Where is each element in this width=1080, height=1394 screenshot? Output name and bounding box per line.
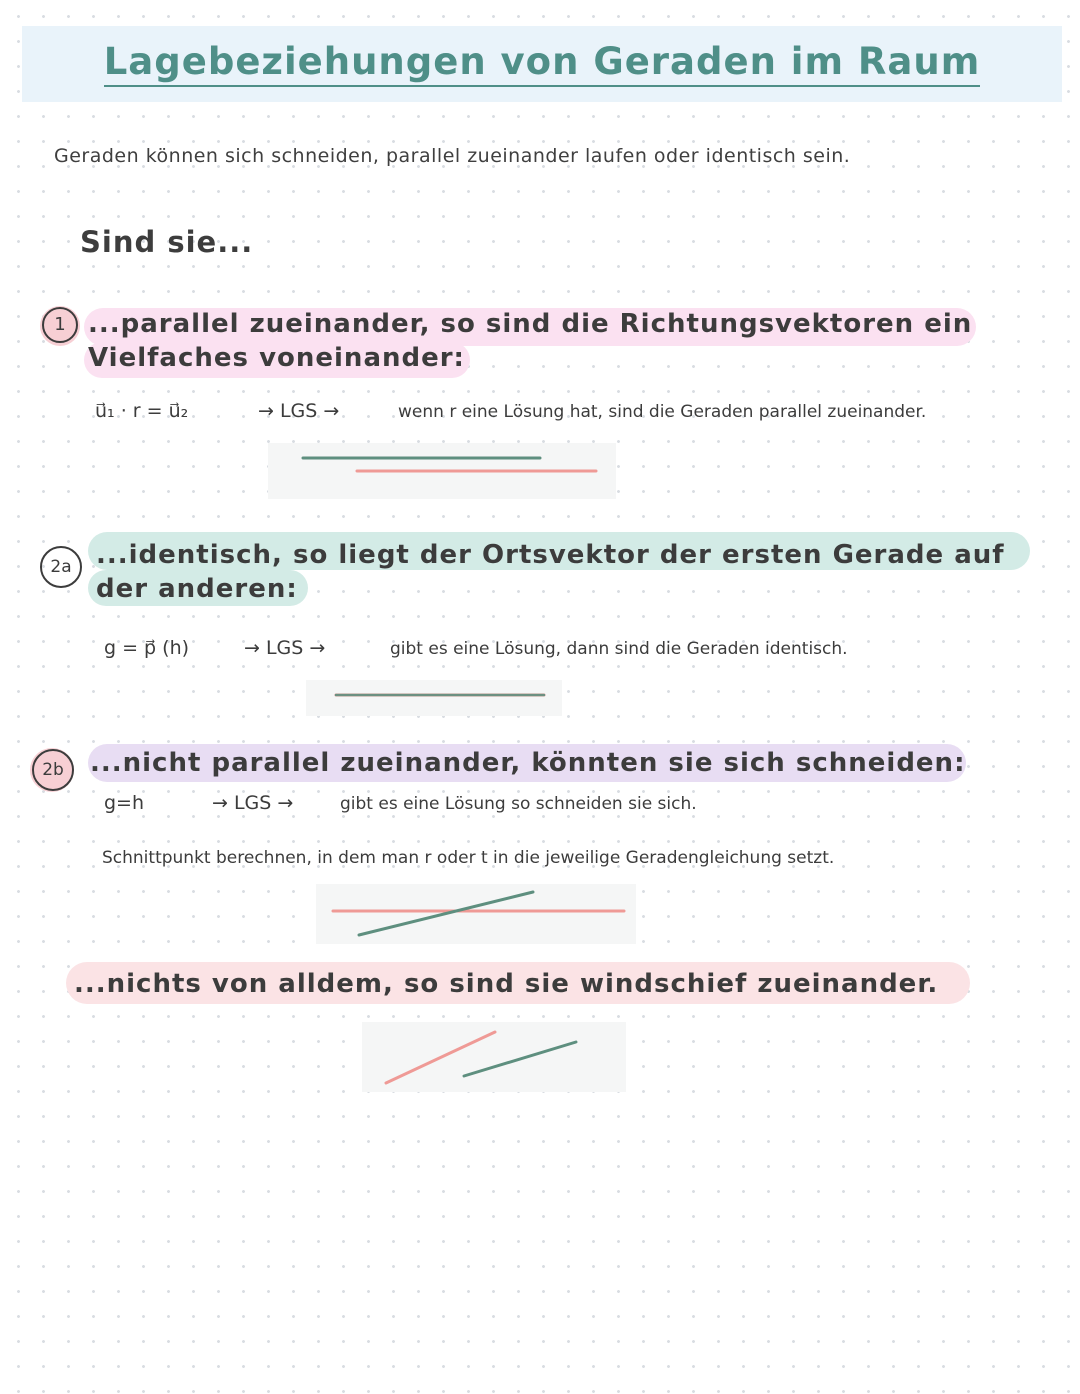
section-2b-note: gibt es eine Lösung so schneiden sie sich. [340, 794, 697, 814]
line-dark-green [464, 1042, 576, 1076]
section-number-2b: 2b [32, 749, 74, 791]
section-number-2a: 2a [40, 546, 82, 588]
intro-text: Geraden können sich schneiden, parallel zueinander laufen oder identisch sein. [54, 145, 851, 167]
section-1-heading-line2: Vielfaches voneinander: [88, 343, 465, 373]
section-2b-formula: g=h [104, 792, 145, 814]
section-2a-arrow-lgs: → LGS → [244, 637, 326, 659]
section-2a-formula: g = p⃗ (h) [104, 637, 190, 659]
page-title: Lagebeziehungen von Geraden im Raum [22, 40, 1062, 83]
section-skew-heading: ...nichts von alldem, so sind sie windschief zueinander. [74, 969, 939, 999]
section-2a-heading-line1: ...identisch, so liegt der Ortsvektor der ersten Gerade auf [96, 540, 1005, 570]
section-2b-note2: Schnittpunkt berechnen, in dem man r oder t in die jeweilige Geradengleichung setzt. [102, 848, 835, 868]
section-1-arrow-lgs: → LGS → [258, 400, 340, 422]
line-pink [386, 1032, 495, 1083]
section-2b-arrow-lgs: → LGS → [212, 792, 294, 814]
section-1-formula: u⃗₁ · r = u⃗₂ [95, 400, 189, 422]
section-2a-heading-line2: der anderen: [96, 574, 298, 604]
section-number-1: 1 [42, 307, 78, 343]
section-2a-note: gibt es eine Lösung, dann sind die Geraden identisch. [390, 639, 848, 659]
section-1-heading-line1: ...parallel zueinander, so sind die Richtungsvektoren ein [88, 309, 973, 339]
lead-text: Sind sie... [80, 225, 254, 259]
section-2b-heading: ...nicht parallel zueinander, könnten sie sich schneiden: [90, 748, 966, 778]
section-1-note: wenn r eine Lösung hat, sind die Geraden parallel zueinander. [398, 402, 927, 422]
